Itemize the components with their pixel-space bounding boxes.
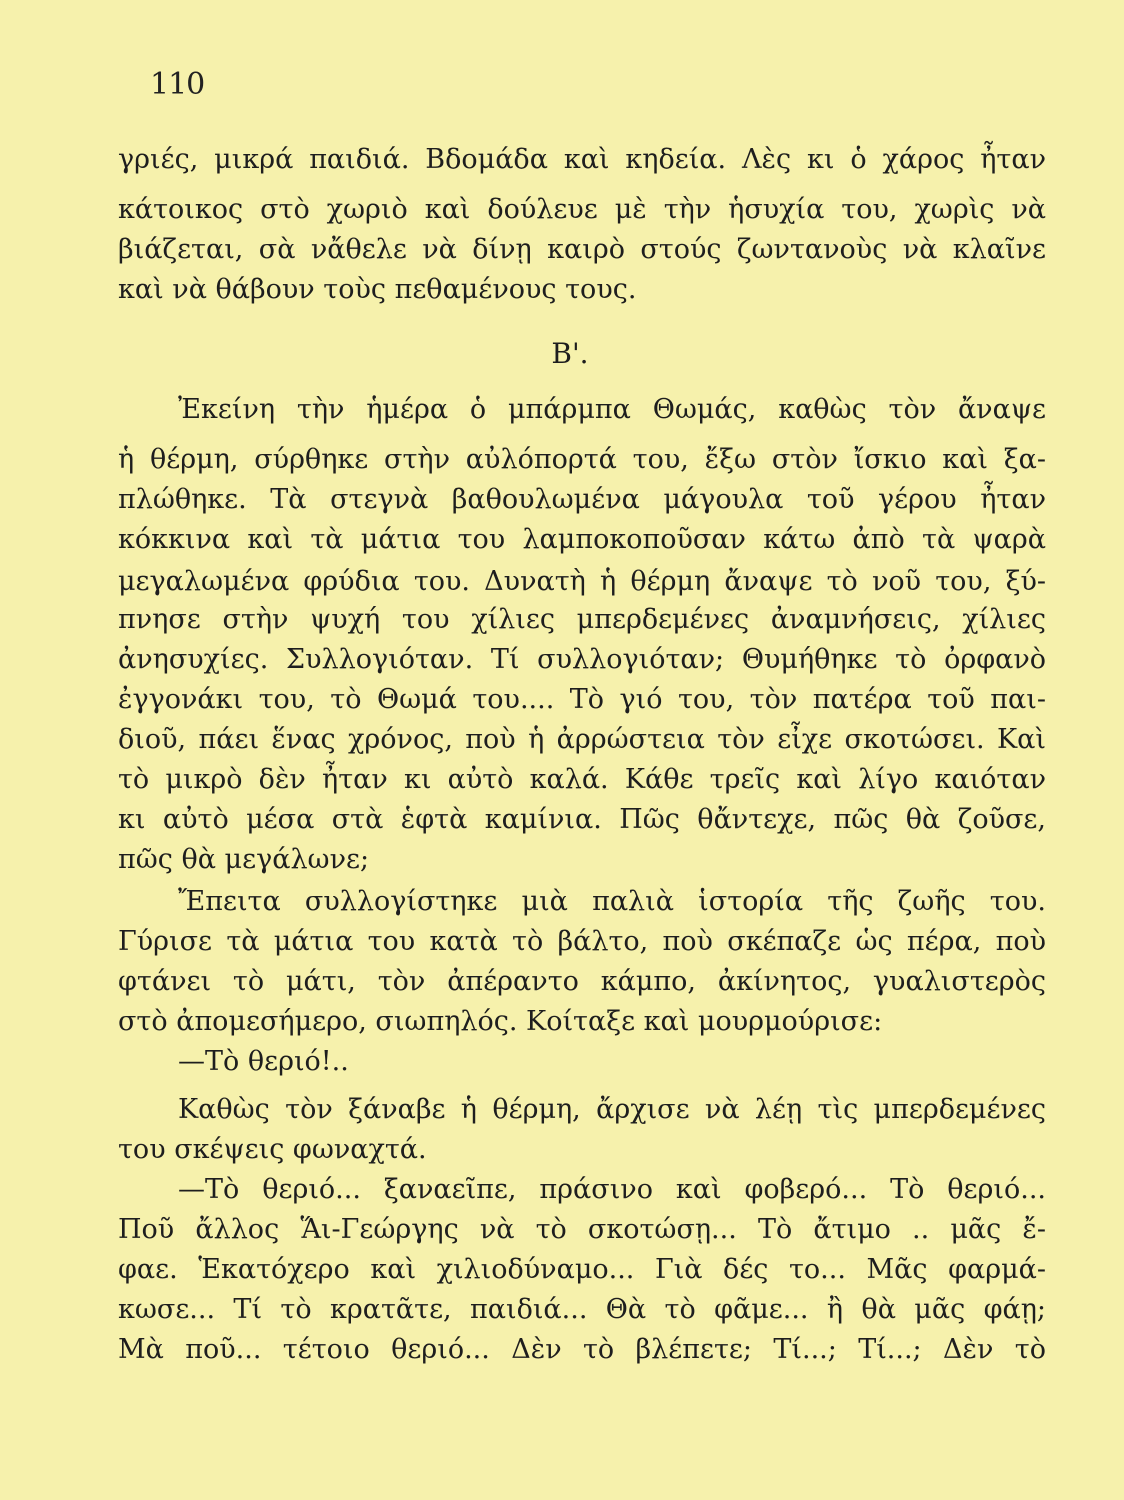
page-number: 110	[150, 67, 205, 102]
text-line: κάτοικος στὸ χωριὸ καὶ δούλευε μὲ τὴν ἡσυχία του, χωρὶς νὰ	[118, 194, 1046, 225]
text-line: ἐγγονάκι του, τὸ Θωμά του.... Τὸ γιό του, τὸν πατέρα τοῦ παι-	[118, 684, 1046, 715]
section-heading: Β'.	[551, 337, 589, 370]
text-line: φαε. Ἑκατόχερο καὶ χιλιοδύναμο... Γιὰ δές το... Μᾶς φαρμά-	[118, 1254, 1046, 1285]
text-line: διοῦ, πάει ἕνας χρόνος, ποὺ ἡ ἀρρώστεια τὸν εἶχε σκοτώσει. Καὶ	[118, 724, 1046, 755]
dialogue-line: —Τὸ θεριό... ξαναεῖπε, πράσινο καὶ φοβερό... Τὸ θεριό...	[178, 1174, 1046, 1205]
paragraph-first-line: Καθὼς τὸν ξάναβε ἡ θέρμη, ἄρχισε νὰ λέῃ τὶς μπερδεμένες	[178, 1094, 1046, 1125]
paragraph-first-line: Ἐκείνη τὴν ἡμέρα ὁ μπάρμπα Θωμάς, καθὼς τὸν ἄναψε	[178, 394, 1046, 425]
text-line: ἡ θέρμη, σύρθηκε στὴν αὐλόπορτά του, ἔξω στὸν ἴσκιο καὶ ξα-	[118, 444, 1046, 475]
text-line: γριές, μικρά παιδιά. Βδομάδα καὶ κηδεία. Λὲς κι ὁ χάρος ἦταν	[118, 144, 1046, 175]
text-line: κωσε... Τί τὸ κρατᾶτε, παιδιά... Θὰ τὸ φᾶμε... ἢ θὰ μᾶς φάῃ;	[118, 1294, 1046, 1325]
dialogue-line: —Τὸ θεριό!..	[178, 1046, 349, 1077]
text-line: του σκέψεις φωναχτά.	[118, 1134, 427, 1165]
text-line: κόκκινα καὶ τὰ μάτια του λαμποκοποῦσαν κάτω ἀπὸ τὰ ψαρὰ	[118, 524, 1046, 555]
text-line: κι αὐτὸ μέσα στὰ ἑφτὰ καμίνια. Πῶς θἄντεχε, πῶς θὰ ζοῦσε,	[118, 804, 1046, 835]
text-line: πῶς θὰ μεγάλωνε;	[118, 844, 370, 875]
text-line: Μὰ ποῦ... τέτοιο θεριό... Δὲν τὸ βλέπετε; Τί...; Τί...; Δὲν τὸ	[118, 1334, 1046, 1365]
text-line: βιάζεται, σὰ νἄθελε νὰ δίνῃ καιρὸ στούς ζωντανοὺς νὰ κλαῖνε	[118, 234, 1046, 265]
paragraph-first-line: Ἔπειτα συλλογίστηκε μιὰ παλιὰ ἱστορία τῆς ζωῆς του.	[178, 886, 1046, 917]
text-line: μεγαλωμένα φρύδια του. Δυνατὴ ἡ θέρμη ἄναψε τὸ νοῦ του, ξύ-	[118, 566, 1046, 597]
text-line: ἀνησυχίες. Συλλογιόταν. Τί συλλογιόταν; Θυμήθηκε τὸ ὀρφανὸ	[118, 644, 1046, 675]
text-line: Ποῦ ἄλλος Ἅι-Γεώργης νὰ τὸ σκοτώσῃ... Τὸ ἄτιμο .. μᾶς ἔ-	[118, 1214, 1046, 1245]
text-line: πνησε στὴν ψυχή του χίλιες μπερδεμένες ἀναμνήσεις, χίλιες	[118, 604, 1046, 635]
text-line: φτάνει τὸ μάτι, τὸν ἀπέραντο κάμπο, ἀκίνητος, γυαλιστερὸς	[118, 966, 1046, 997]
text-line: στὸ ἀπομεσήμερο, σιωπηλός. Κοίταξε καὶ μουρμούρισε:	[118, 1006, 883, 1037]
text-line: Γύρισε τὰ μάτια του κατὰ τὸ βάλτο, ποὺ σκέπαζε ὡς πέρα, ποὺ	[118, 926, 1046, 957]
text-line: καὶ νὰ θάβουν τοὺς πεθαμένους τους.	[118, 274, 637, 305]
text-line: τὸ μικρὸ δὲν ἦταν κι αὐτὸ καλά. Κάθε τρεῖς καὶ λίγο καιόταν	[118, 764, 1046, 795]
text-line: πλώθηκε. Τὰ στεγνὰ βαθουλωμένα μάγουλα τοῦ γέρου ἦταν	[118, 484, 1046, 515]
